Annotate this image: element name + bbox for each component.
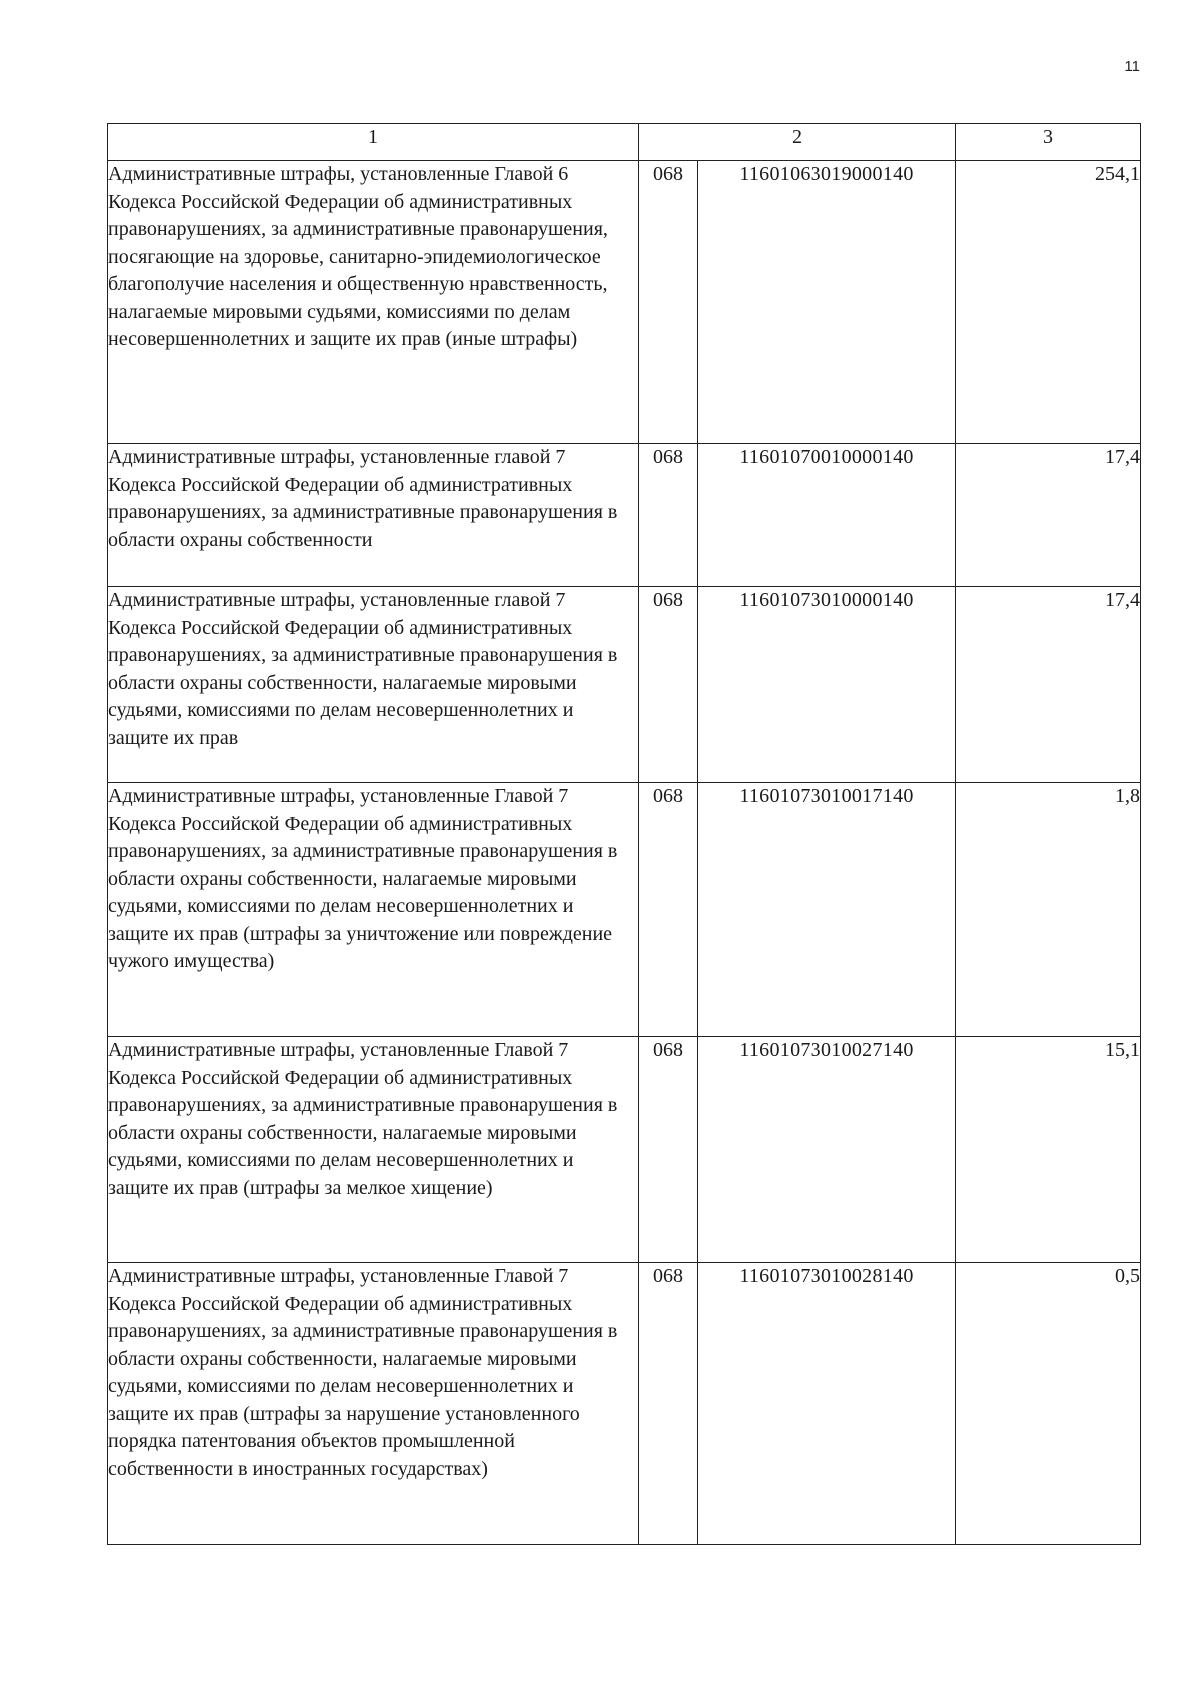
row-amount: 15,1	[956, 1037, 1141, 1263]
row-amount: 17,4	[956, 444, 1141, 587]
row-kbk-code: 11601073010027140	[698, 1037, 956, 1263]
row-admin-code: 068	[639, 783, 698, 1037]
row-admin-code: 068	[639, 444, 698, 587]
table-row	[108, 587, 1141, 783]
header-col-3: 3	[956, 124, 1141, 161]
row-kbk-code: 11601070010000140	[698, 444, 956, 587]
row-kbk-code: 11601073010000140	[698, 587, 956, 783]
row-kbk-code: 11601073010017140	[698, 783, 956, 1037]
row-admin-code: 068	[639, 1037, 698, 1263]
row-kbk-code: 11601063019000140	[698, 161, 956, 444]
table-row	[108, 161, 1141, 444]
table-row	[108, 1037, 1141, 1263]
table-row	[108, 783, 1141, 1037]
row-description: Административные штрафы, установленные главой 7 Кодекса Российской Федерации об административных правонарушениях, за административные правонарушения в области охраны собственности, налагаемые мировыми судьями, комиссиями по делам несовершеннолетних и защите их прав	[108, 587, 639, 783]
row-description: Административные штрафы, установленные главой 7 Кодекса Российской Федерации об административных правонарушениях, за административные правонарушения в области охраны собственности	[108, 444, 639, 587]
row-amount: 0,5	[956, 1263, 1141, 1545]
row-admin-code: 068	[639, 1263, 698, 1545]
row-kbk-code: 11601073010028140	[698, 1263, 956, 1545]
table-row	[108, 1263, 1141, 1545]
header-col-2: 2	[639, 124, 956, 161]
row-description: Административные штрафы, установленные Главой 7 Кодекса Российской Федерации об административных правонарушениях, за административные правонарушения в области охраны собственности, налагаемые мировыми судьями, комиссиями по делам несовершеннолетних и защите их прав (штрафы за нарушение установленного порядка патентования объектов промышленной собственности в иностранных государствах)	[108, 1263, 639, 1545]
budget-revenue-table	[107, 123, 1141, 1545]
row-amount: 17,4	[956, 587, 1141, 783]
page-number: 11	[1124, 58, 1140, 75]
header-col-1: 1	[108, 124, 639, 161]
row-description: Административные штрафы, установленные Главой 7 Кодекса Российской Федерации об административных правонарушениях, за административные правонарушения в области охраны собственности, налагаемые мировыми судьями, комиссиями по делам несовершеннолетних и защите их прав (штрафы за мелкое хищение)	[108, 1037, 639, 1263]
row-description: Административные штрафы, установленные Главой 6 Кодекса Российской Федерации об административных правонарушениях, за административные правонарушения, посягающие на здоровье, санитарно-эпидемиологическое благополучие населения и общественную нравственность, налагаемые мировыми судьями, комиссиями по делам несовершеннолетних и защите их прав (иные штрафы)	[108, 161, 639, 444]
table-header-row	[108, 124, 1141, 161]
table-row	[108, 444, 1141, 587]
row-description: Административные штрафы, установленные Главой 7 Кодекса Российской Федерации об административных правонарушениях, за административные правонарушения в области охраны собственности, налагаемые мировыми судьями, комиссиями по делам несовершеннолетних и защите их прав (штрафы за уничтожение или повреждение чужого имущества)	[108, 783, 639, 1037]
row-admin-code: 068	[639, 587, 698, 783]
row-amount: 1,8	[956, 783, 1141, 1037]
row-admin-code: 068	[639, 161, 698, 444]
row-amount: 254,1	[956, 161, 1141, 444]
